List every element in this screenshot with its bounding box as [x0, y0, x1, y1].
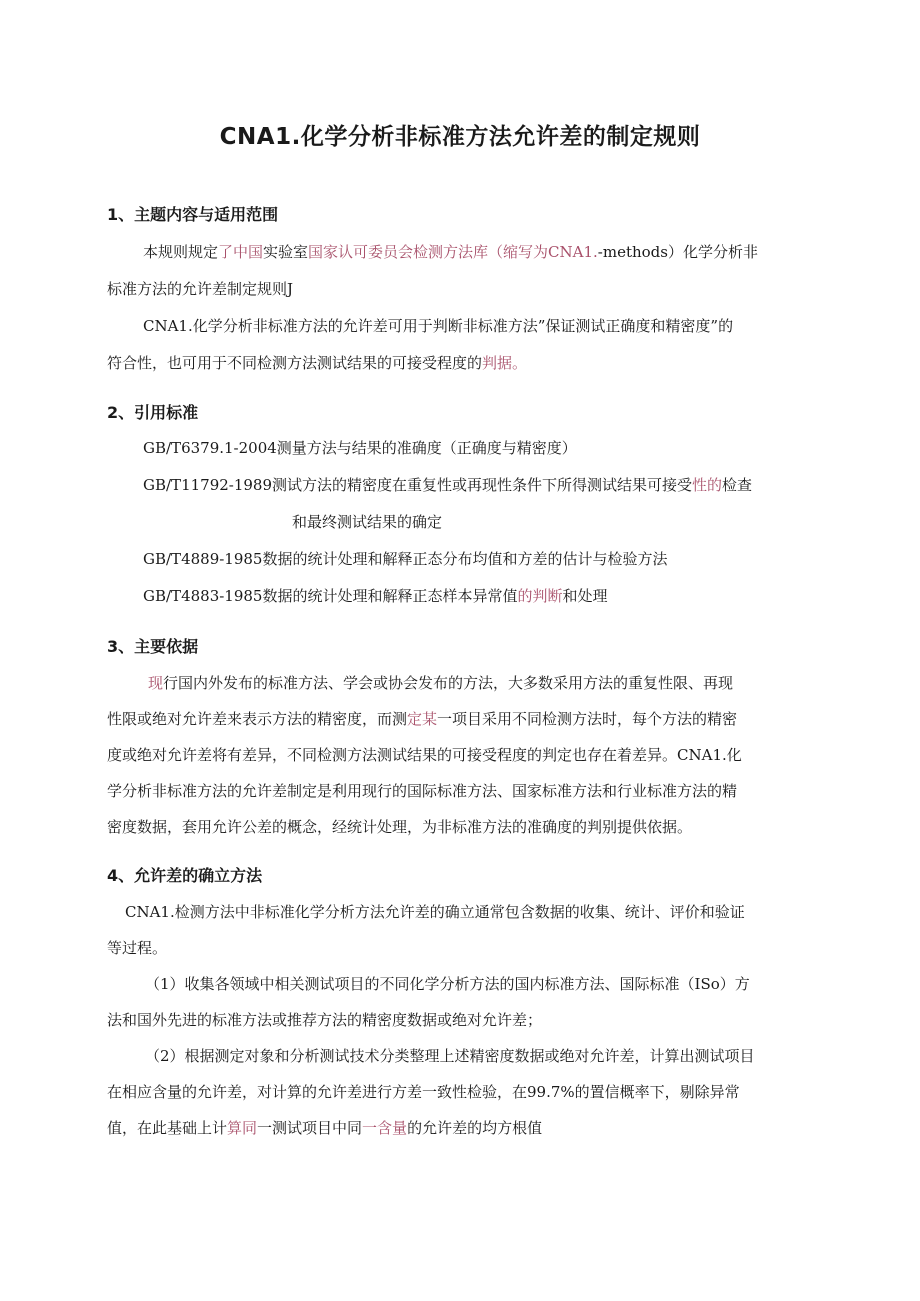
section-2-heading: 2、引用标准: [107, 403, 199, 422]
s4-item-1-line-2: 法和国外先进的标准方法或推荐方法的精密度数据或绝对允许差；: [107, 1011, 543, 1029]
s4-item-2-line-3: 值，在此基础上计算同一测试项目中同一含量的允许差的均方根值: [107, 1119, 543, 1137]
s4-paragraph-1-line-1: CNA1.检测方法中非标准化学分析方法允许差的确立通常包含数据的收集、统计、评价和验证: [125, 903, 745, 921]
s1-paragraph-2-line-2: 符合性，也可用于不同检测方法测试结果的可接受程度的判据。: [107, 354, 528, 372]
s3-line-5: 密度数据，套用允许公差的概念，经统计处理，为非标准方法的准确度的判别提供依据。: [107, 818, 693, 836]
s3-line-4: 学分析非标准方法的允许差制定是利用现行的国际标准方法、国家标准方法和行业标准方法的精: [107, 782, 738, 800]
reference-2-continuation: 和最终测试结果的确定: [292, 513, 443, 531]
reference-4: GB/T4883-1985数据的统计处理和解释正态样本异常值的判断和处理: [143, 587, 608, 605]
section-4-heading: 4、允许差的确立方法: [107, 866, 263, 885]
s3-line-3: 度或绝对允许差将有差异，不同检测方法测试结果的可接受程度的判定也存在着差异。CNA1.化: [107, 746, 742, 764]
reference-2: GB/T11792-1989测试方法的精密度在重复性或再现性条件下所得测试结果可接受性的检查: [143, 476, 753, 494]
reference-1: GB/T6379.1-2004测量方法与结果的准确度（正确度与精密度）: [143, 439, 577, 457]
s1-paragraph-2-line-1: CNA1.化学分析非标准方法的允许差可用于判断非标准方法”保证测试正确度和精密度”的: [143, 317, 734, 335]
section-3-heading: 3、主要依据: [107, 637, 199, 656]
s4-paragraph-1-line-2: 等过程。: [107, 939, 168, 957]
s3-line-2: 性限或绝对允许差来表示方法的精密度，而测定某一项目采用不同检测方法时，每个方法的精密: [107, 710, 738, 728]
s1-paragraph-1-line-1: 本规则规定了中国实验室国家认可委员会检测方法库（缩写为CNA1.-methods）化学分析非: [143, 243, 758, 261]
page-title: CNA1.化学分析非标准方法允许差的制定规则: [219, 124, 701, 150]
reference-3: GB/T4889-1985数据的统计处理和解释正态分布均值和方差的估计与检验方法: [143, 550, 668, 568]
s4-item-2-line-1: （2）根据测定对象和分析测试技术分类整理上述精密度数据或绝对允许差，计算出测试项目: [145, 1047, 755, 1065]
s3-line-1: 现行国内外发布的标准方法、学会或协会发布的方法，大多数采用方法的重复性限、再现: [148, 674, 734, 692]
s4-item-2-line-2: 在相应含量的允许差，对计算的允许差进行方差一致性检验，在99.7%的置信概率下，剔除异常: [107, 1083, 740, 1101]
s1-paragraph-1-line-2: 标准方法的允许差制定规则J: [107, 280, 294, 298]
s4-item-1-line-1: （1）收集各领域中相关测试项目的不同化学分析方法的国内标准方法、国际标准（ISo）方: [145, 975, 750, 993]
section-1-heading: 1、主题内容与适用范围: [107, 205, 279, 224]
